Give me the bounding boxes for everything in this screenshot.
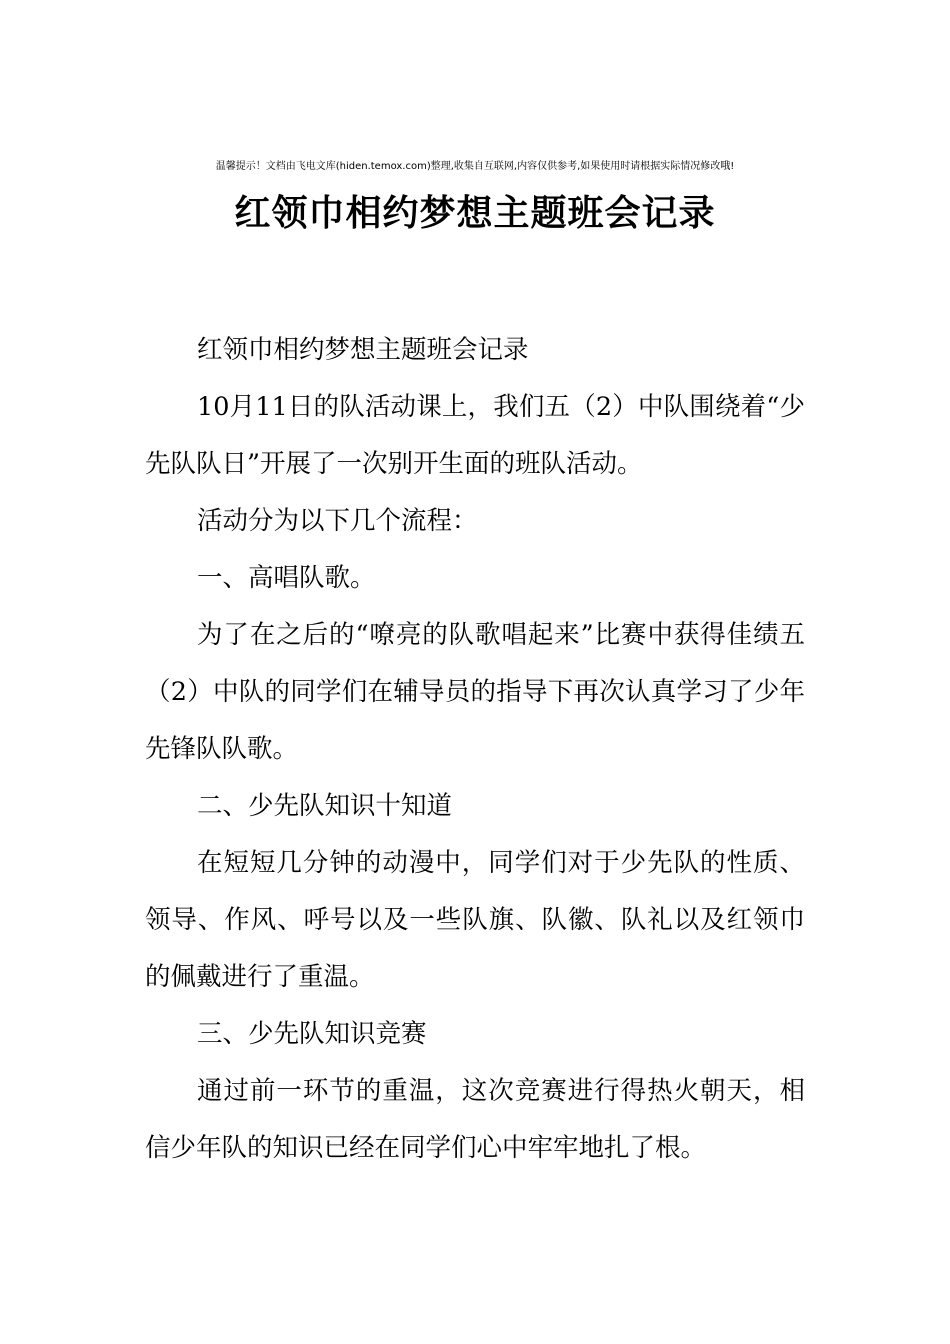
- body-paragraph: 二、少先队知识十知道: [197, 791, 453, 821]
- body-paragraph: 通过前一环节的重温，这次竞赛进行得热火朝天，相信少年队的知识已经在同学们心中牢牢地扎了根。: [145, 1076, 805, 1163]
- body-paragraph: 三、少先队知识竞赛: [197, 1019, 427, 1049]
- document-notice: 温馨提示！文档由飞电文库(hiden.temox.com)整理,收集自互联网,内容仅供参考,如果使用时请根据实际情况修改哦!: [215, 161, 735, 172]
- body-paragraph: 活动分为以下几个流程：: [197, 506, 478, 536]
- document-title: 红领巾相约梦想主题班会记录: [234, 193, 716, 234]
- body-paragraph: 在短短几分钟的动漫中，同学们对于少先队的性质、领导、作风、呼号以及一些队旗、队徽、队礼以及红领巾的佩戴进行了重温。: [145, 848, 805, 992]
- body-paragraph: 10月11日的队活动课上，我们五（2）中队围绕着“少先队队日”开展了一次别开生面的班队活动。: [145, 392, 805, 479]
- body-paragraph: 一、高唱队歌。: [197, 563, 376, 593]
- body-paragraph: 红领巾相约梦想主题班会记录: [197, 335, 529, 365]
- body-paragraph: 为了在之后的“嘹亮的队歌唱起来”比赛中获得佳绩五（2）中队的同学们在辅导员的指导下再次认真学习了少年先锋队队歌。: [145, 620, 805, 764]
- document-body: [145, 322, 805, 1177]
